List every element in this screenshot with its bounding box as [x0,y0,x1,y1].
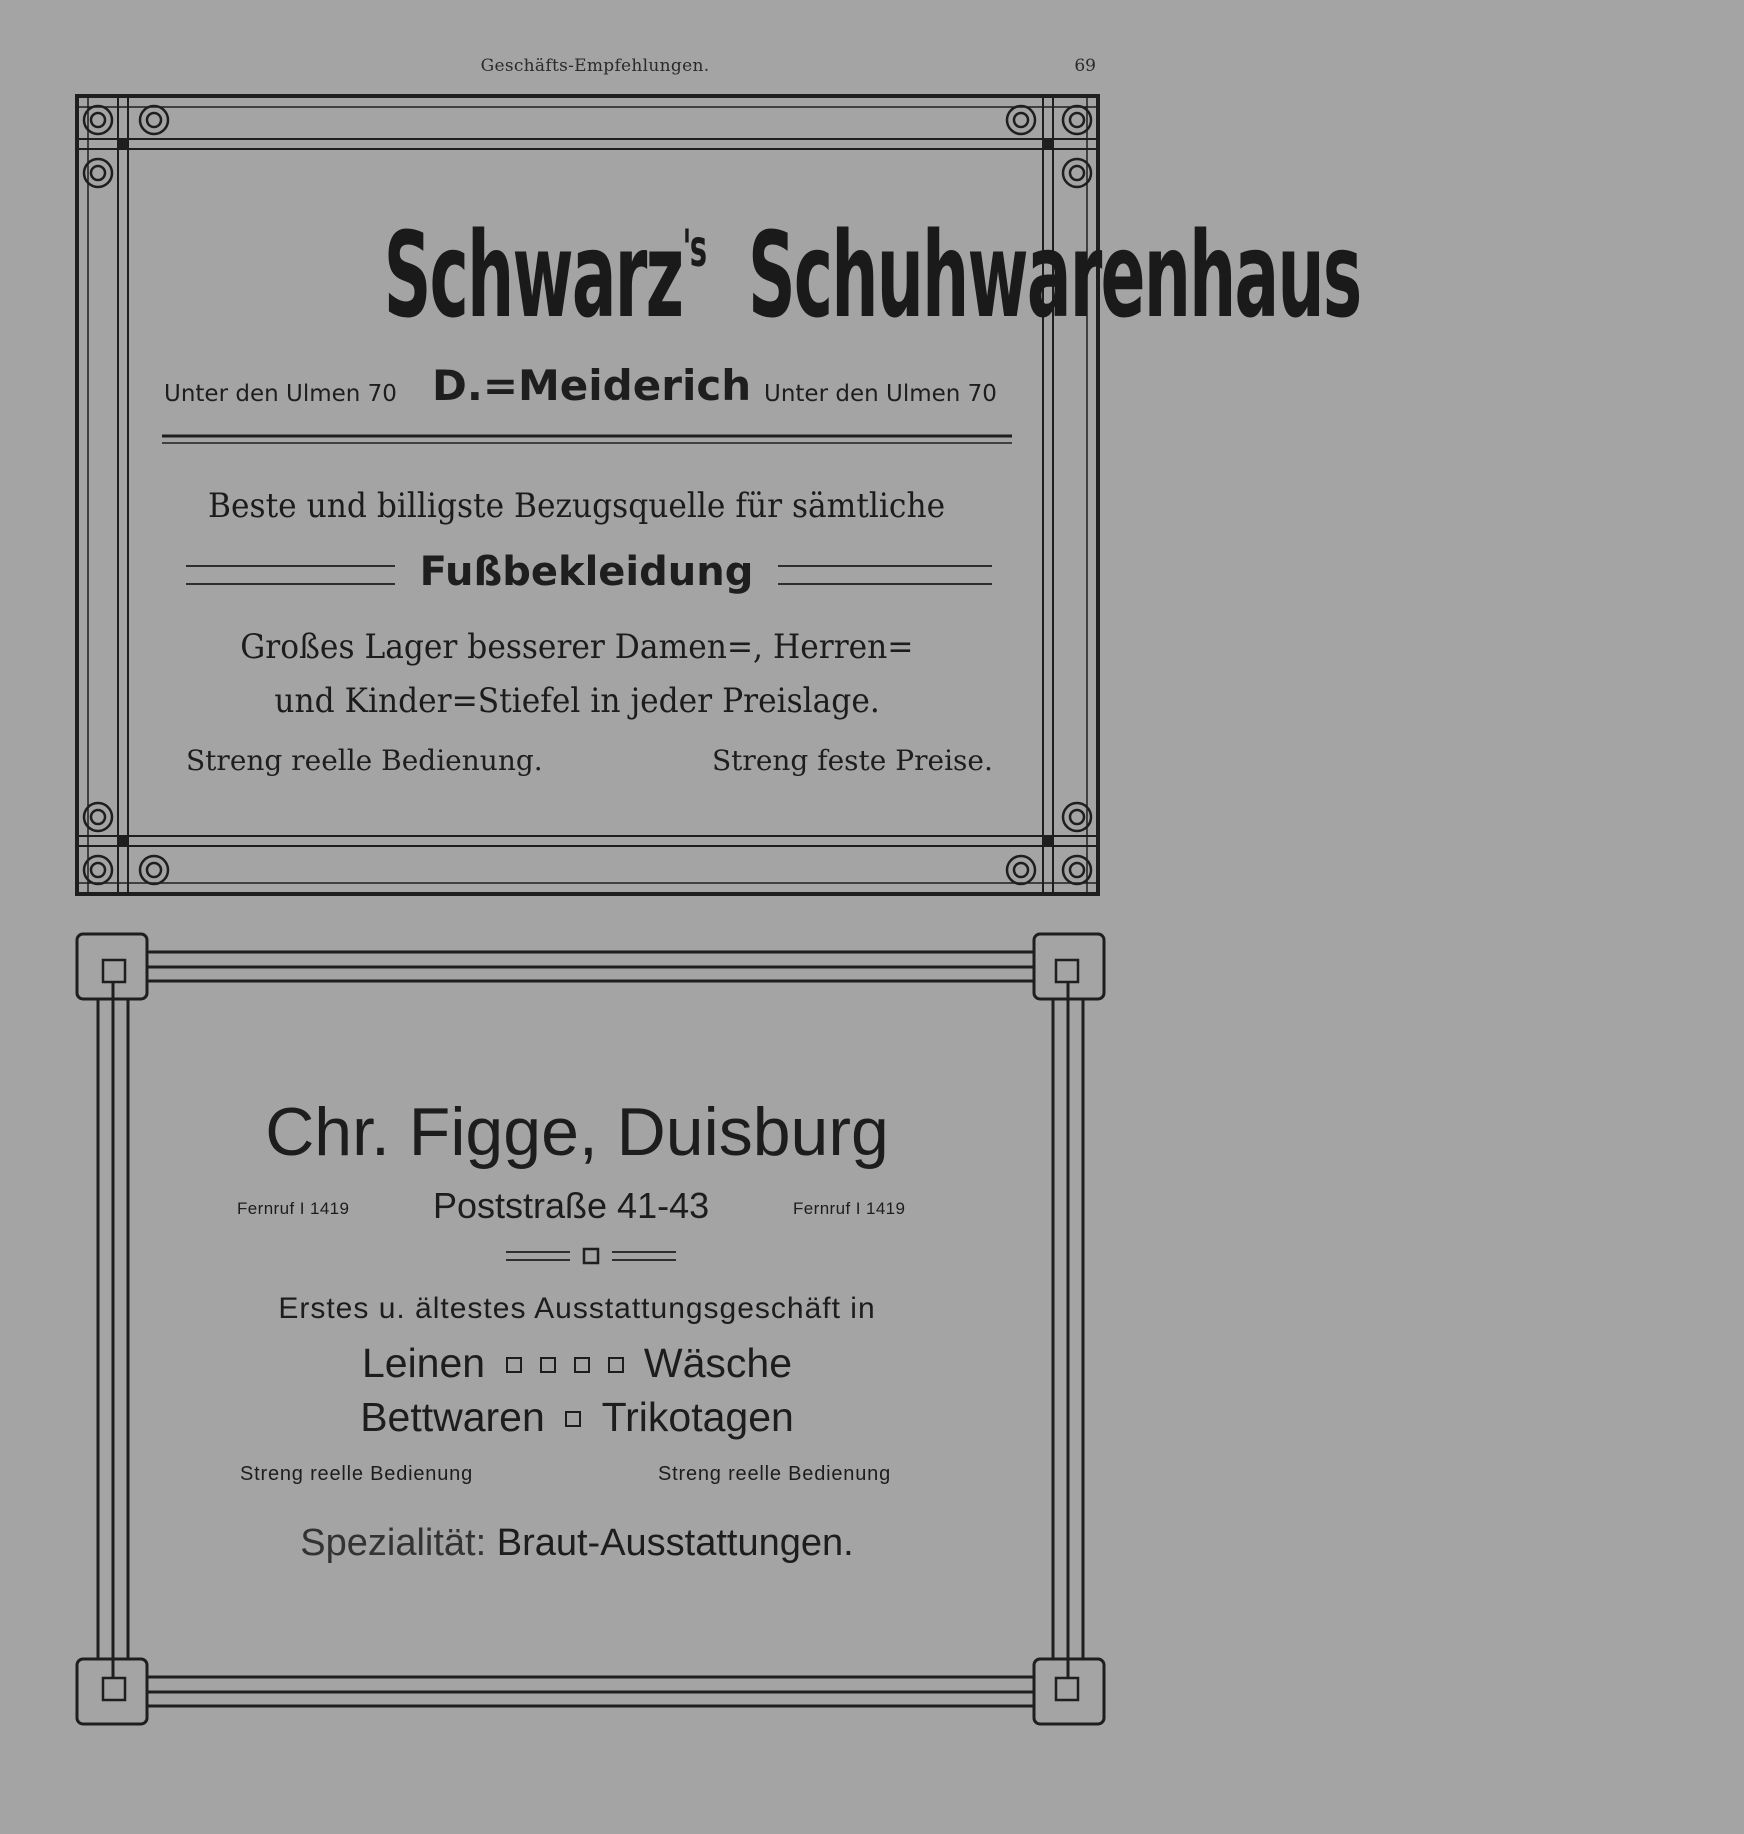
ad2-line1: Erstes u. ältestes Ausstattungsgeschäft in [278,1292,876,1325]
ad2-frame [77,934,1104,1724]
ad2-phone-left: Fernruf I 1419 [237,1199,350,1218]
ad1-highlight: Fußbekleidung [419,549,754,595]
ad2-title: Chr. Figge, Duisburg [265,1094,889,1170]
ad1-city: D.=Meiderich [432,361,752,410]
ad1-title: Schwarz$^{'s}$ Schuhwarenhaus [383,206,1361,344]
page-number: 69 [1074,56,1096,76]
ad2-phone-right: Fernruf I 1419 [793,1199,906,1218]
ad2-street: Poststraße 41-43 [433,1185,710,1226]
ad2-speciality-label: Spezialität: [300,1522,487,1564]
ad1-line2: Großes Lager besserer Damen=, Herren= [240,627,914,667]
ad1-address-left: Unter den Ulmen 70 [164,381,397,407]
ad2-line3: Bettwaren Trikotagen [360,1394,794,1440]
ad2-speciality [0,1522,1154,1565]
ad1-footer-left: Streng reelle Bedienung. [186,744,543,777]
ad2-footer-right: Streng reelle Bedienung [658,1463,891,1485]
ad2-footer-left: Streng reelle Bedienung [240,1463,473,1485]
ad2-speciality-value: Braut-Ausstattungen. [496,1522,854,1564]
ad1-line1: Beste und billigste Bezugsquelle für sämtliche [208,486,946,526]
ad1-line3: und Kinder=Stiefel in jeder Preislage. [274,681,880,721]
ad1-address-right: Unter den Ulmen 70 [764,381,997,407]
running-title: Geschäfts-Empfehlungen. [480,56,710,76]
ad1-footer-right: Streng feste Preise. [712,744,993,777]
ad2-line2: Leinen Wäsche [361,1340,793,1386]
